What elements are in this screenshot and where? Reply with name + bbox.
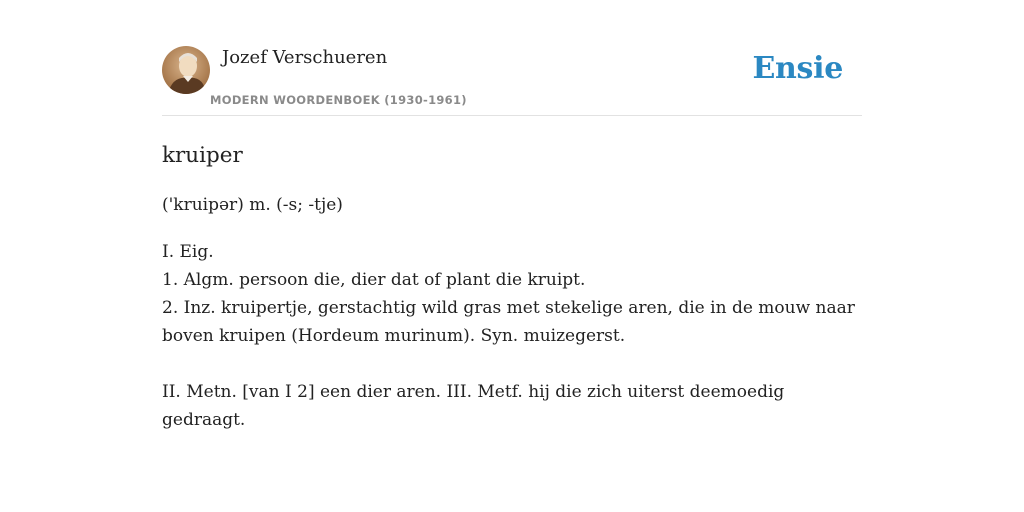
author-name[interactable]: Jozef Verschueren [222, 47, 388, 68]
author-portrait [162, 46, 210, 94]
definition-line: I. Eig. [162, 242, 214, 262]
definition-line: 1. Algm. persoon die, dier dat of plant die kruipt. [162, 270, 586, 290]
paragraph-gap [162, 350, 862, 378]
definition-line: II. Metn. [van I 2] een dier aren. III. Metf. hij die zich uiterst deemoedig gedraagt. [162, 382, 785, 430]
source-dictionary[interactable]: MODERN WOORDENBOEK (1930-1961) [210, 93, 467, 107]
entry-header [162, 46, 862, 116]
author-avatar[interactable] [162, 46, 210, 94]
entry-term: kruiper [162, 143, 243, 168]
definition-line: 2. Inz. kruipertje, gerstachtig wild gras met stekelige aren, die in de mouw naar boven kruipen (Hordeum murinum). Syn. muizegerst. [162, 298, 855, 346]
entry-pronunciation: ('kruipər) m. (-s; -tje) [162, 195, 343, 215]
page [162, 0, 862, 434]
entry-definitions [162, 238, 862, 434]
site-logo[interactable]: Ensie [752, 51, 843, 86]
